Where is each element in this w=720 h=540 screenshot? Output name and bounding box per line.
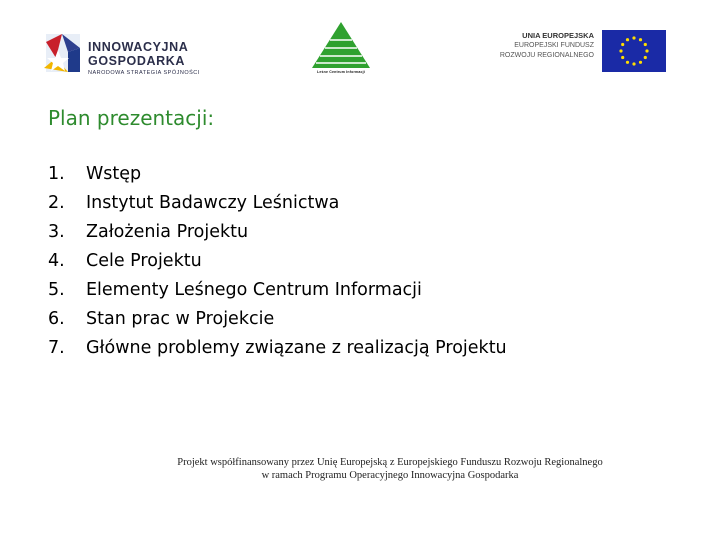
ig-line-3: NARODOWA STRATEGIA SPÓJNOŚCI [88,70,200,76]
agenda-item-label: Elementy Leśnego Centrum Informacji [86,280,422,300]
ig-star-icon [40,28,84,80]
innowacyjna-gospodarka-logo [40,26,210,82]
agenda-item-number: 6. [48,309,65,329]
footer-line-1: Projekt współfinansowany przez Unię Europejską z Europejskiego Funduszu Rozwoju Regionalnego [177,457,603,468]
agenda-item-label: Stan prac w Projekcie [86,309,275,329]
agenda-item-label: Główne problemy związane z realizacją Projektu [86,338,507,358]
agenda-item-label: Wstęp [86,164,142,184]
eu-stars [602,30,666,72]
forest-triangle-icon [308,20,374,70]
ig-line-2: GOSPODARKA [88,54,185,68]
eu-flag-icon [602,30,666,72]
agenda-item [48,276,507,305]
agenda-item-label: Założenia Projektu [86,222,249,242]
agenda-item-number: 3. [48,222,65,242]
forest-logo-caption: Leśne Centrum Informacji [317,70,365,74]
agenda-item-number: 1. [48,164,65,184]
agenda-item [48,160,507,189]
agenda-item-number: 7. [48,338,65,358]
slide-title: Plan prezentacji: [48,106,215,130]
footer-line-2: w ramach Programu Operacyjnego Innowacyjna Gospodarka [261,470,519,481]
agenda-item-label: Cele Projektu [86,251,202,271]
agenda-list [48,160,507,363]
agenda-item [48,218,507,247]
eu-line-1: UNIA EUROPEJSKA [522,31,594,40]
eu-logo [494,30,666,72]
ig-line-1: INNOWACYJNA [88,40,189,54]
agenda-item [48,305,507,334]
funding-footer [100,456,680,482]
eu-line-2: EUROPEJSKI FUNDUSZ [514,42,594,49]
agenda-item [48,334,507,363]
agenda-item-label: Instytut Badawczy Leśnictwa [86,193,340,213]
agenda-item [48,189,507,218]
agenda-item [48,247,507,276]
ig-text [88,40,200,76]
agenda-item-number: 2. [48,193,65,213]
eu-text [500,31,594,61]
agenda-item-number: 4. [48,251,65,271]
forest-centre-logo [308,20,374,78]
agenda-item-number: 5. [48,280,65,300]
eu-line-3: ROZWOJU REGIONALNEGO [499,52,594,59]
